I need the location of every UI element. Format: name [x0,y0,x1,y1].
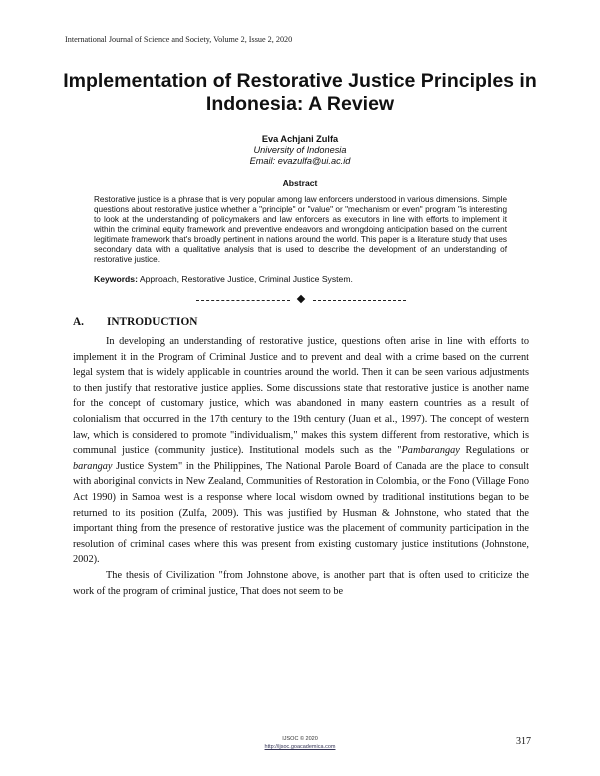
author-affiliation: University of Indonesia [253,145,347,155]
keywords [94,274,507,285]
paragraph-1 [73,334,529,568]
section-title: INTRODUCTION [107,316,198,328]
author-name: Eva Achjani Zulfa [261,134,339,144]
abstract-body [94,195,507,265]
body-text [73,334,529,599]
paper-title: Implementation of Restorative Justice Principles in Indonesia: A Review [63,70,537,115]
keywords-label: Keywords: [94,274,138,284]
diamond-icon [297,295,305,303]
divider-dash-right [313,300,406,301]
paragraph-1-part-a: In developing an understanding of restorative justice, questions often arise in line with efforts to implement it in the Program of Criminal Justice and to prevent and deal with a crime based on the current legal system that is widely applicable in countries around the world. Then it can be seen various adjustments to then justify that restorative justice applies. Some discussions state that restorative justice is another name for the concept of customary justice, which was abandoned in many eastern countries as a result of colonialism that occurred in the 17th century to the 19th century (Juan et al., 1997). The concept of western law, which is considered to promote "individualism," makes this system different from restorative, which is communal justice (community justice). Institutional models such as the " [73,336,529,457]
keywords-text: Approach, Restorative Justice, Criminal Justice System. [139,274,353,284]
paragraph-2: The thesis of Civilization "from Johnstone above, is another part that is often used to criticize the work of the program of criminal justice, That does not seem to be [73,569,529,597]
footer-license: IJSOC © 2020 [282,736,318,742]
divider-dash-left [196,300,290,301]
section-divider [196,292,406,306]
journal-header: International Journal of Science and Society, Volume 2, Issue 2, 2020 [65,35,293,44]
abstract-text: Restorative justice is a phrase that is very popular among law enforcers understood in various dimensions. Simple questions about restorative justice whether a "principle" or "value" or "mechanism or even" program "is interesting to look at the understanding of policymakers and law enforcers as executors in line with efforts to implement it within the criminal equity framework and preventive endeavors and wrongdoing anticipation based on the current legitimate framework that's broadly pertinent in nations around the world. This paper is a literature study that uses secondary data with a qualitative analysis that is used to describe the development of an understanding of restorative justice. [94,195,507,264]
section-letter: A. [73,316,84,328]
footer-url-link[interactable]: http://ijsoc.goacademica.com [264,744,336,750]
paragraph-1-part-b: Regulations or [459,445,529,457]
paragraph-1-term-2: barangay [73,460,113,472]
page-number: 317 [516,736,531,747]
abstract-heading: Abstract [282,178,318,188]
paragraph-1-part-c: Justice System" in the Philippines, The National Parole Board of Canada are the place to consult with aboriginal convicts in New Zealand, Communities of Restoration in Colombia, or the Fono (Village Fono Act 1990) in Samoa west is a response where local wisdom owned by traditional institutions began to be returned to its position (Zulfa, 2009). This was justified by Husman & Johnstone, who stated that the important thing from the presence of restorative justice was the placement of community participation in the resolution of criminal cases where this was present from existing customary justice institutions (Johnstone, 2002). [73,460,529,566]
author-email: Email: evazulfa@ui.ac.id [249,156,351,166]
paragraph-1-term-1: Pambarangay [401,445,460,457]
